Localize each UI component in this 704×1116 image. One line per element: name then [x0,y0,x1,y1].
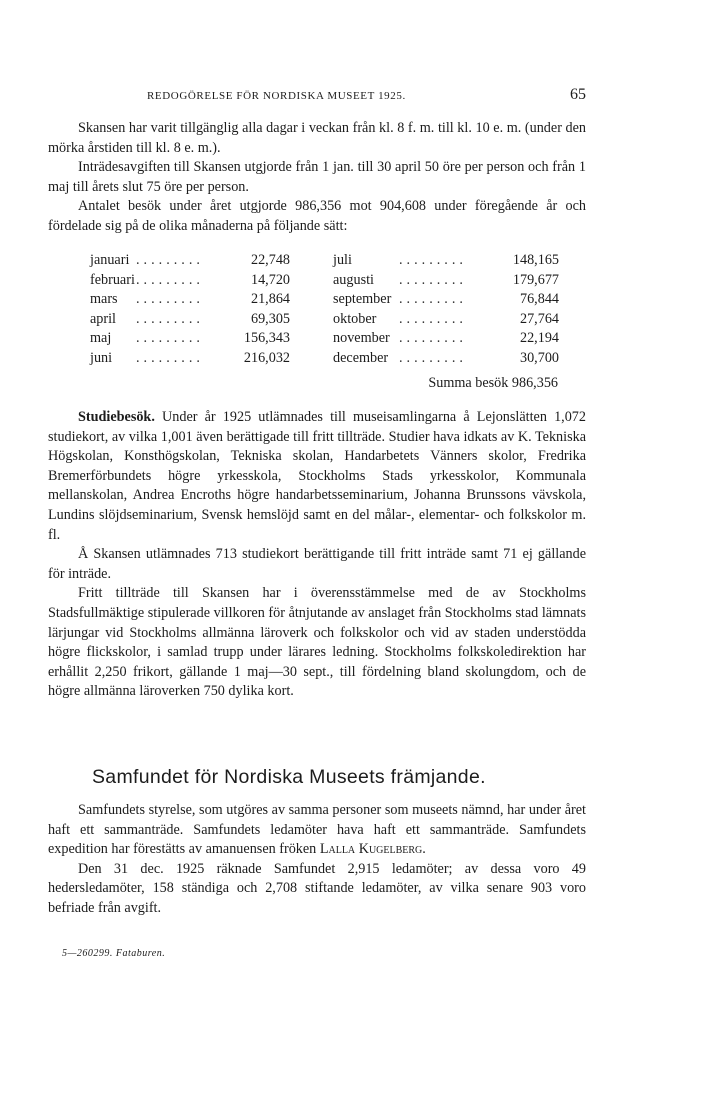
opening-hours-paragraph: Skansen har varit tillgänglig alla dagar i veckan från kl. 8 f. m. till kl. 10 e. m. (under den mörka årstiden till kl. 8 e. m.). [48,120,586,156]
visits-column-left [90,251,290,369]
month-name: augusti [333,271,374,288]
visit-count: 30,700 [519,349,559,366]
visits-row: augusti ......... 179,677 [333,271,559,291]
month-name: maj [90,330,112,347]
visits-row: december ......... 30,700 [333,349,559,369]
visit-count: 27,764 [519,310,559,327]
visit-count: 216,032 [243,349,290,366]
visits-total [428,374,558,394]
month-name: mars [90,291,118,308]
page-header [48,86,586,106]
visit-count: 14,720 [250,271,290,288]
page-number: 65 [570,86,586,103]
society-board-text: Samfundets styrelse, som utgöres av samma personer som museets nämnd, har under året haft ett sammanträde. Samfundets ledamöter hava haft ett sammanträde. Samfundets expedition har förestätts av amanuensen fröken [48,802,586,858]
society-board-paragraph [48,801,586,860]
month-name: november [333,330,390,347]
visits-row: april ......... 69,305 [90,310,290,330]
admission-fee-paragraph: Inträdesavgiften till Skansen utgjorde från 1 jan. till 30 april 50 öre per person och från 1 maj till årets slut 75 öre per person. [48,159,586,195]
visits-row: juni ......... 216,032 [90,349,290,369]
print-footnote: 5—260299. Fataburen. [62,948,166,959]
free-admission-paragraph: Fritt tillträde till Skansen har i överensstämmelse med de av Stockholms Stadsfullmäktige stipulerade villkoren för åtnjutande av anslaget från Stockholms stad lämnats lärjungar vid Stockholms allmänna läroverk och folkskolor och vid av staden understödda högre flickskolor, i samlad trupp under lärares ledning. Stockholms folkskoledirektion har erhållit 2,250 frikort, gällande 1 maj—30 sept., till fördelning bland skolungdom, och de högre allmänna läroverken 750 dylika kort. [48,585,586,700]
visits-row: mars ......... 21,864 [90,290,290,310]
visit-count: 148,165 [512,252,559,268]
sentence-end: . [422,841,426,858]
visits-row: juli ......... 148,165 [333,251,559,271]
month-name: juni [90,349,113,366]
visits-column-right [333,251,559,369]
visit-count: 69,305 [250,310,290,327]
month-name: januari [90,252,130,268]
month-name: oktober [333,310,377,327]
visits-row: februari ......... 14,720 [90,271,290,291]
visitor-count-paragraph: Antalet besök under året utgjorde 986,356 mot 904,608 under föregående år och fördelade sig på de olika månaderna på följande sätt: [48,198,586,234]
visit-count: 22,194 [519,330,559,347]
society-section [48,801,586,919]
visits-row: november ......... 22,194 [333,329,559,349]
society-heading: Samfundet för Nordiska Museets främjande. [92,766,486,788]
visits-row: januari ......... 22,748 [90,251,290,271]
visits-row: oktober ......... 27,764 [333,310,559,330]
society-members-paragraph: Den 31 dec. 1925 räknade Samfundet 2,915 ledamöter; av dessa voro 49 hedersledamöter, 158 ständiga och 2,708 stiftande ledamöter, av vilka senare 903 voro befriade från avgift. [48,860,586,916]
visit-count: 21,864 [250,291,290,308]
study-visits-text: Under år 1925 utlämnades till museisamlingarna å Lejonslätten 1,072 studiekort, av vilka 1,001 även berättigade till fritt tillträde. Studier hava idkats av K. Tekniska Högskolan, Konsthögskolan, Tekniska skolan, Handarbetets Vänners skolor, Fredrika Bremerförbundets högre yrkesskola, Stockholms Stads yrkesskolor, Kommunala mellanskolan, Andrea Encroths högre handarbetsseminarium, Johanna Brunssons vävskola, Lundins slöjdseminarium, Svensk hemslöjd samt en del målar-, elementar- och folkskolor m. fl. [48,409,586,543]
month-name: februari [90,271,135,288]
month-name: april [90,310,116,327]
month-name: september [333,291,392,308]
study-visits-section [48,408,586,702]
total-value: 986,356 [511,375,558,391]
visit-count: 76,844 [519,291,559,308]
month-name: juli [333,252,352,268]
visits-row: maj ......... 156,343 [90,329,290,349]
study-visits-paragraph [48,408,586,545]
visit-count: 179,677 [512,271,559,288]
intro-section [48,119,586,237]
study-visits-heading: Studiebesök. [78,409,155,425]
skansen-study-cards-paragraph: Å Skansen utlämnades 713 studiekort berättigande till fritt inträde samt 71 ej gällande för inträde. [48,546,586,582]
person-name: Lalla Kugelberg [319,841,423,858]
month-name: december [333,349,389,366]
visit-count: 22,748 [250,252,290,268]
visit-count: 156,343 [243,330,290,347]
running-title: REDOGÖRELSE FÖR NORDISKA MUSEET 1925. [147,90,406,102]
visits-row: september ......... 76,844 [333,290,559,310]
total-label: Summa besök [428,375,509,391]
